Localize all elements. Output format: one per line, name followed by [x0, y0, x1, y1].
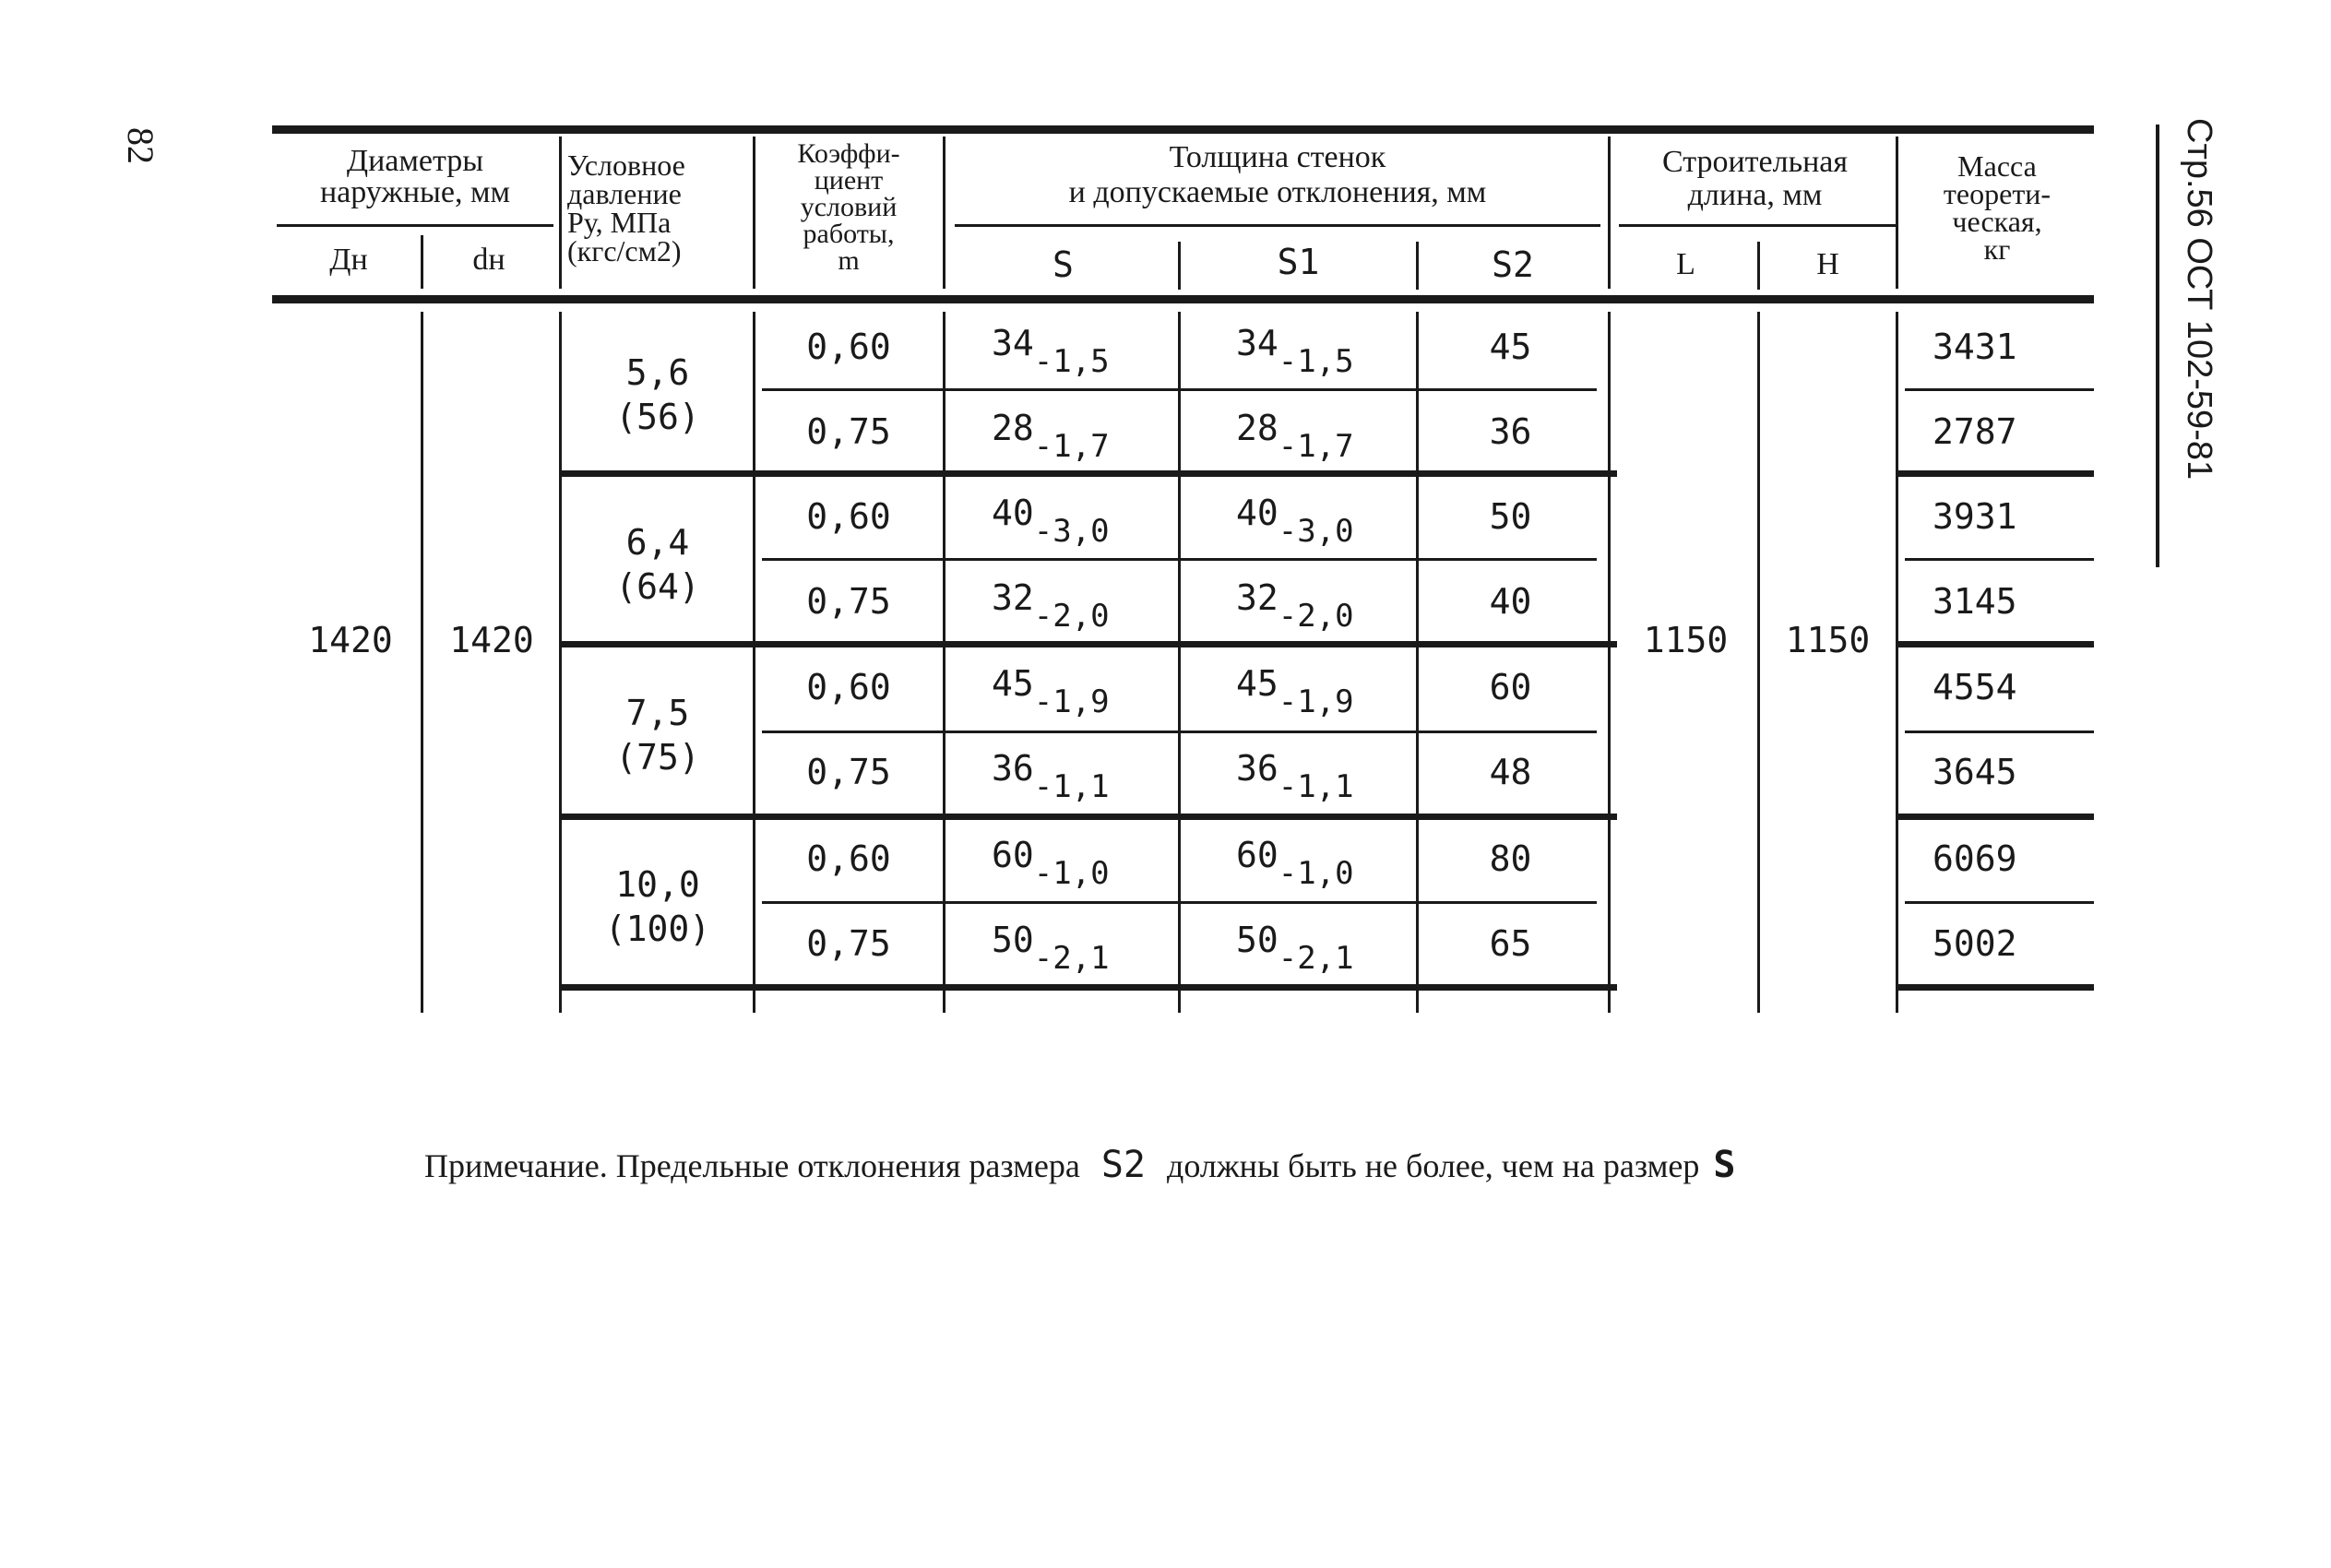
s1-deviation: -2,0: [1278, 598, 1354, 635]
thickness-s2: 36: [1489, 411, 1532, 452]
s-value: 40: [992, 493, 1034, 533]
side-title-rule: [2156, 125, 2159, 567]
header-length: Строительная длина, мм: [1661, 145, 1849, 212]
row-rule-g4: [762, 901, 1597, 904]
s-value: 50: [992, 920, 1034, 960]
thickness-s2: 45: [1489, 327, 1532, 367]
s1-value: 40: [1236, 493, 1278, 533]
bv-H: [1757, 312, 1760, 1013]
s-deviation: -2,0: [1033, 598, 1110, 635]
header-bottom-rule: [272, 295, 2094, 303]
pressure-kgs: (100): [604, 909, 711, 949]
mass-value: 3645: [1933, 752, 2017, 792]
note: [424, 1144, 1735, 1186]
mass-value: 3145: [1933, 581, 2017, 622]
thickness-s: [992, 835, 1110, 892]
s1-deviation: -1,0: [1278, 855, 1354, 892]
s1-deviation: -3,0: [1278, 513, 1354, 550]
value-dn-outer: 1420: [308, 620, 393, 660]
s-deviation: -1,0: [1033, 855, 1110, 892]
mass-value: 3431: [1933, 327, 2017, 367]
thickness-s2: 65: [1489, 923, 1532, 964]
pressure-kgs: (56): [615, 397, 700, 437]
header-H: H: [1816, 247, 1839, 281]
s1-value: 28: [1236, 408, 1278, 448]
group-rule-2: [559, 641, 1617, 647]
mass-value: 2787: [1933, 411, 2017, 452]
header-diameters: Диаметры наружные, мм: [319, 144, 511, 209]
row-rule-g3m: [1905, 731, 2094, 733]
mass-value: 4554: [1933, 667, 2017, 707]
group-rule-3: [559, 814, 1617, 820]
s-deviation: -1,7: [1033, 428, 1110, 465]
s1-value: 60: [1236, 835, 1278, 875]
header-s1: S1: [1277, 242, 1320, 282]
note-prefix: Примечание.: [424, 1147, 608, 1184]
note-s2: S2: [1100, 1144, 1146, 1186]
pressure-value: [563, 691, 753, 779]
note-s: S: [1713, 1144, 1736, 1186]
thickness-s1: [1236, 920, 1354, 977]
hv-dn: [421, 235, 423, 289]
pressure-value: [563, 520, 753, 609]
note-text2: должны быть не более, чем на размер: [1167, 1147, 1700, 1184]
pressure-value: [563, 862, 753, 951]
bv-mass: [1896, 312, 1898, 1013]
thickness-s1: [1236, 577, 1354, 635]
thickness-s2: 48: [1489, 752, 1532, 792]
coefficient-value: 0,75: [806, 411, 891, 452]
s-value: 36: [992, 748, 1034, 789]
pressure-value: [563, 350, 753, 439]
bv-dn: [421, 312, 423, 1013]
header-L: L: [1676, 247, 1695, 281]
group-rule-4: [559, 984, 1617, 991]
thickness-s: [992, 323, 1110, 380]
row-rule-g3: [762, 731, 1597, 733]
table-top-rule: [272, 125, 2094, 134]
s1-deviation: -1,1: [1278, 768, 1354, 805]
header-mass: Масса теорети- ческая, кг: [1943, 149, 2052, 266]
bv-coef: [753, 312, 755, 1013]
coefficient-value: 0,60: [806, 496, 891, 537]
thickness-s1: [1236, 323, 1354, 380]
value-dn-inner: 1420: [449, 620, 534, 660]
s1-value: 36: [1236, 748, 1278, 789]
s1-deviation: -2,1: [1278, 940, 1354, 977]
thickness-s2: 50: [1489, 496, 1532, 537]
note-text: Предельные отклонения размера: [615, 1147, 1080, 1184]
pressure-mpa: 7,5: [625, 693, 690, 733]
thickness-s1: [1236, 835, 1354, 892]
row-rule-g1: [762, 388, 1597, 391]
pressure-kgs: (75): [615, 737, 700, 778]
coefficient-value: 0,75: [806, 752, 891, 792]
page-number: 82: [120, 127, 161, 164]
value-length-L: 1150: [1643, 620, 1729, 660]
header-dn: Дн: [329, 243, 368, 277]
pressure-kgs: (64): [615, 566, 700, 607]
header-dn-inner: dн: [472, 243, 505, 277]
bv-press: [559, 312, 562, 1013]
s1-value: 32: [1236, 577, 1278, 618]
header-pressure: Условное давление Pу, МПа (кгс/см2): [567, 148, 685, 267]
coefficient-value: 0,75: [806, 923, 891, 964]
s1-value: 34: [1236, 323, 1278, 363]
row-rule-g2m: [1905, 558, 2094, 561]
side-title: Стр.56 ОСТ 102-59-81: [2180, 118, 2218, 481]
s1-deviation: -1,5: [1278, 343, 1354, 380]
bv-s: [943, 312, 945, 1013]
thickness-s2: 60: [1489, 667, 1532, 707]
pressure-mpa: 6,4: [625, 522, 690, 563]
hv-5: [1896, 137, 1898, 289]
thickness-s1: [1236, 748, 1354, 805]
mass-value: 6069: [1933, 838, 2017, 879]
group-rule-4m: [1896, 984, 2094, 991]
thickness-s: [992, 577, 1110, 635]
group-rule-3m: [1896, 814, 2094, 820]
thickness-s1: [1236, 408, 1354, 465]
row-rule-g1m: [1905, 388, 2094, 391]
s-value: 45: [992, 663, 1034, 704]
header-s: S: [1053, 244, 1074, 285]
thickness-s2: 80: [1489, 838, 1532, 879]
s-deviation: -1,5: [1033, 343, 1110, 380]
s1-deviation: -1,9: [1278, 683, 1354, 720]
hv-3: [943, 137, 945, 289]
s-value: 28: [992, 408, 1034, 448]
hv-4: [1608, 137, 1611, 289]
s-deviation: -3,0: [1033, 513, 1110, 550]
thickness-s1: [1236, 663, 1354, 720]
pressure-mpa: 5,6: [625, 352, 690, 393]
header-diam-sub: [277, 224, 553, 227]
thickness-s: [992, 748, 1110, 805]
row-rule-g4m: [1905, 901, 2094, 904]
bv-s2: [1416, 312, 1419, 1013]
s-value: 60: [992, 835, 1034, 875]
bv-L: [1608, 312, 1611, 1013]
thickness-s: [992, 493, 1110, 550]
pressure-mpa: 10,0: [615, 864, 700, 905]
header-thick-sub: [955, 224, 1600, 227]
coefficient-value: 0,60: [806, 838, 891, 879]
s-deviation: -2,1: [1033, 940, 1110, 977]
thickness-s1: [1236, 493, 1354, 550]
s-deviation: -1,1: [1033, 768, 1110, 805]
s1-value: 50: [1236, 920, 1278, 960]
header-len-sub: [1619, 224, 1896, 227]
group-rule-1: [559, 470, 1617, 477]
thickness-s: [992, 920, 1110, 977]
header-coefficient: Коэффи- циент условий работы, m: [797, 138, 900, 276]
value-length-H: 1150: [1785, 620, 1871, 660]
header-s2: S2: [1492, 244, 1534, 285]
group-rule-1m: [1896, 470, 2094, 477]
thickness-s: [992, 663, 1110, 720]
group-rule-2m: [1896, 641, 2094, 647]
coefficient-value: 0,75: [806, 581, 891, 622]
thickness-s: [992, 408, 1110, 465]
row-rule-g2: [762, 558, 1597, 561]
s1-value: 45: [1236, 663, 1278, 704]
hv-1: [559, 137, 562, 289]
s1-deviation: -1,7: [1278, 428, 1354, 465]
hv-s1: [1416, 242, 1419, 290]
header-thickness: Толщина стенок и допускаемые отклонения, мм: [1068, 140, 1487, 209]
s-value: 32: [992, 577, 1034, 618]
mass-value: 5002: [1933, 923, 2017, 964]
s-value: 34: [992, 323, 1034, 363]
coefficient-value: 0,60: [806, 667, 891, 707]
bv-s1: [1178, 312, 1181, 1013]
mass-value: 3931: [1933, 496, 2017, 537]
s-deviation: -1,9: [1033, 683, 1110, 720]
coefficient-value: 0,60: [806, 327, 891, 367]
hv-2: [753, 137, 755, 289]
thickness-s2: 40: [1489, 581, 1532, 622]
